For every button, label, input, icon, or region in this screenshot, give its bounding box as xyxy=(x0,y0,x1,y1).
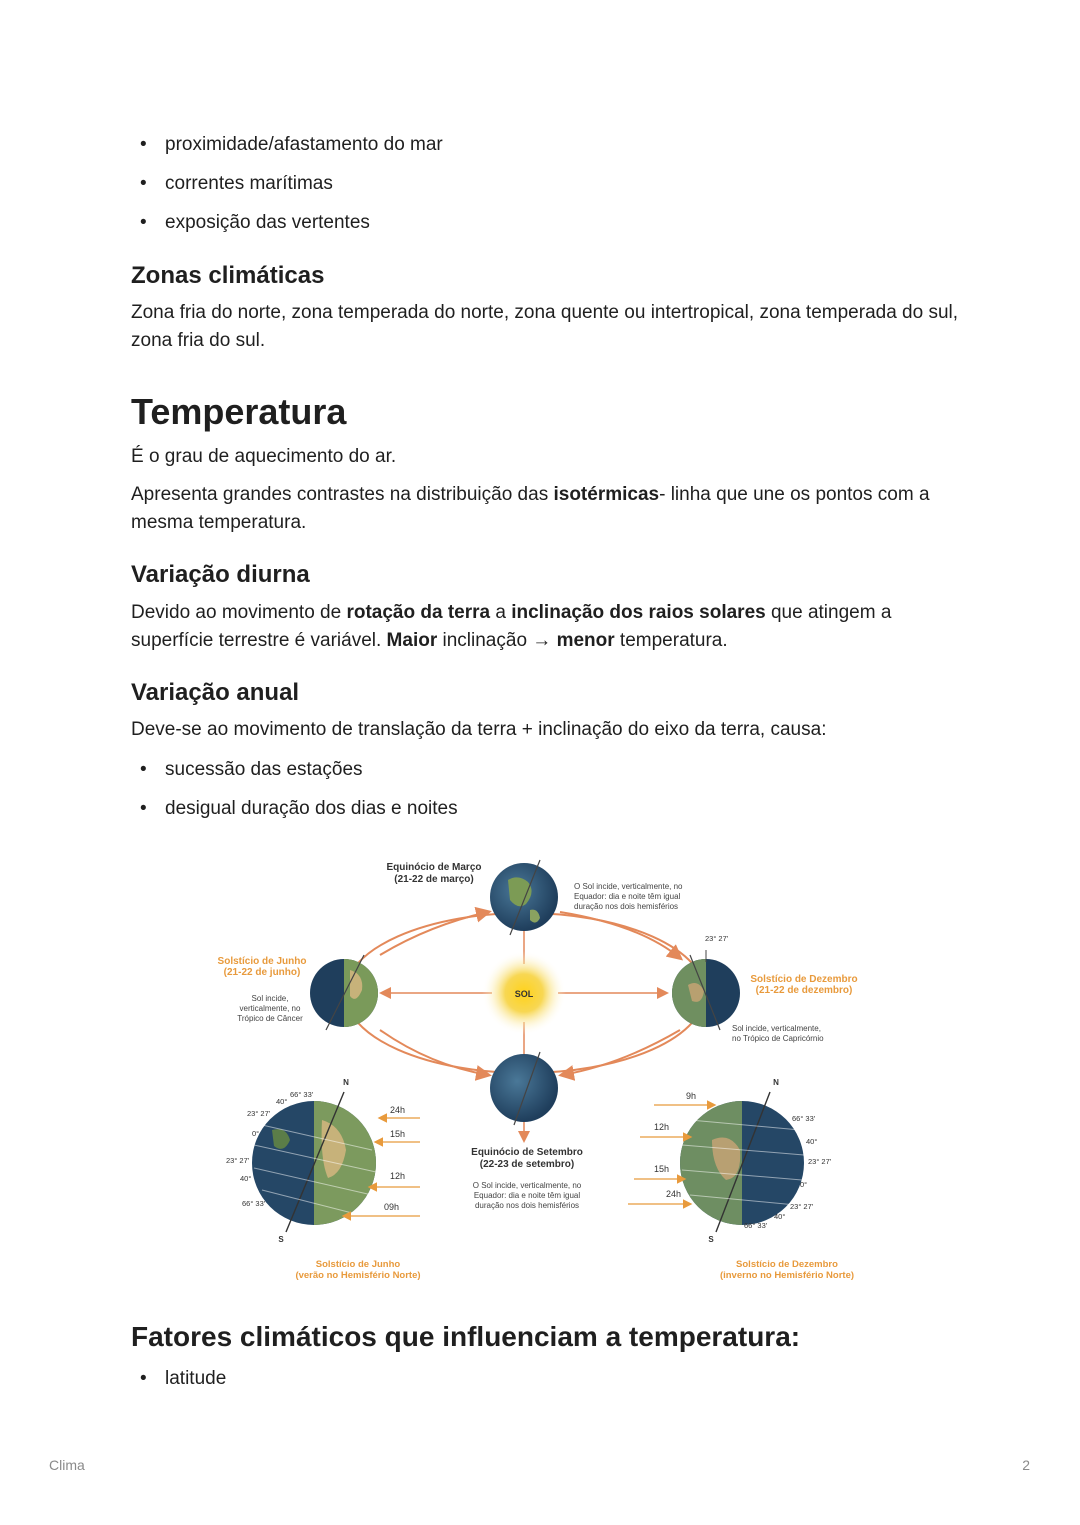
text-span: - linha que une os pontos com a mesma temperatura. xyxy=(131,484,930,533)
june-title: Solstício de Junho xyxy=(217,956,307,967)
zonas-text: Zona fria do norte, zona temperada do norte, zona quente ou intertropical, zona temperada do sul, zona fria do sul. xyxy=(131,302,959,351)
latitude-label: 66° 33' xyxy=(744,1221,768,1230)
december-title: Solstício de Dezembro xyxy=(750,974,858,985)
south-label: S xyxy=(708,1235,714,1244)
bold-term: isotérmicas xyxy=(553,484,660,505)
march-note: O Sol incide, verticalmente, no xyxy=(574,882,683,891)
december-note: Sol incide, verticalmente, xyxy=(732,1024,821,1033)
earth-september xyxy=(490,1052,558,1125)
bold-term: inclinação dos raios solares xyxy=(511,602,766,623)
north-label: N xyxy=(343,1078,349,1087)
anual-heading: Variação anual xyxy=(131,679,300,706)
temperatura-definition: É o grau de aquecimento do ar. xyxy=(131,446,397,467)
bold-term: menor xyxy=(556,630,615,651)
influence-list xyxy=(131,125,961,242)
anual-text: Deve-se ao movimento de translação da terra + inclinação do eixo da terra, causa: xyxy=(131,719,827,740)
hours-label: 12h xyxy=(654,1122,670,1132)
june-date: (21-22 de junho) xyxy=(223,967,301,978)
bold-term: Maior xyxy=(386,630,438,651)
sun-label: SOL xyxy=(514,989,534,999)
orbit-arrow xyxy=(380,1030,488,1075)
orbit-arrow xyxy=(560,912,680,958)
march-title: Equinócio de Março xyxy=(386,862,482,873)
hours-label: 24h xyxy=(390,1105,406,1115)
seasons-diagram xyxy=(200,850,880,1290)
list-item: • correntes marítimas xyxy=(131,164,961,203)
december-tilt: 23° 27' xyxy=(705,934,729,943)
hours-label: 09h xyxy=(384,1202,400,1212)
latitude-label: 40° xyxy=(806,1137,818,1146)
text-span: Devido ao movimento de xyxy=(131,602,347,623)
september-date: (22-23 de setembro) xyxy=(479,1159,575,1170)
latitude-label: 23° 27' xyxy=(247,1109,271,1118)
footer-section-name: Clima xyxy=(49,1457,85,1473)
fatores-list xyxy=(131,1359,961,1398)
text-span: temperatura. xyxy=(614,630,728,651)
march-note: duração nos dois hemisférios xyxy=(574,902,679,911)
latitude-label: 66° 33' xyxy=(290,1090,314,1099)
december-caption: Solstício de Dezembro xyxy=(736,1259,838,1270)
hours-label: 9h xyxy=(686,1091,697,1101)
december-caption: (inverno no Hemisfério Norte) xyxy=(719,1270,855,1281)
september-note: Equador: dia e noite têm igual xyxy=(473,1191,581,1200)
march-date: (21-22 de março) xyxy=(394,874,474,885)
march-note: Equador: dia e noite têm igual xyxy=(574,892,681,901)
diurna-heading: Variação diurna xyxy=(131,561,310,588)
earth-june xyxy=(310,955,378,1030)
june-note: Sol incide, xyxy=(251,994,289,1003)
hours-label: 24h xyxy=(666,1189,682,1199)
footer-page-number: 2 xyxy=(1022,1457,1030,1473)
orbit-arrow xyxy=(380,912,488,955)
hours-label: 15h xyxy=(654,1164,670,1174)
text-span: inclinação → xyxy=(437,630,557,651)
september-title: Equinócio de Setembro xyxy=(471,1147,583,1158)
text-span: a xyxy=(490,602,512,623)
september-note: O Sol incide, verticalmente, no xyxy=(472,1181,582,1190)
south-label: S xyxy=(278,1235,284,1244)
latitude-label: 66° 33' xyxy=(792,1114,816,1123)
december-note: no Trópico de Capricórnio xyxy=(732,1034,824,1043)
september-note: duração nos dois hemisférios xyxy=(474,1201,580,1210)
earth-december xyxy=(672,950,740,1030)
fatores-heading: Fatores climáticos que influenciam a temperatura: xyxy=(131,1321,801,1352)
latitude-label: 40° xyxy=(774,1212,786,1221)
bold-term: rotação da terra xyxy=(346,602,491,623)
text-span: que atingem a superfície terrestre é variável. xyxy=(131,602,892,651)
diurna-text xyxy=(131,599,961,655)
north-label: N xyxy=(773,1078,779,1087)
temperatura-isotermicas xyxy=(131,481,961,537)
hours-label: 12h xyxy=(390,1171,406,1181)
december-date: (21-22 de dezembro) xyxy=(755,985,853,996)
hours-label: 15h xyxy=(390,1129,406,1139)
text-span: Apresenta grandes contrastes na distribuição das xyxy=(131,484,554,505)
list-item: • sucessão das estações xyxy=(131,750,961,789)
latitude-label: 0° xyxy=(252,1129,260,1138)
zonas-heading: Zonas climáticas xyxy=(131,262,325,289)
anual-list xyxy=(131,750,961,828)
temperatura-heading: Temperatura xyxy=(131,391,347,432)
june-note: Trópico de Câncer xyxy=(237,1014,303,1023)
list-item: • desigual duração dos dias e noites xyxy=(131,789,961,828)
june-caption: (verão no Hemisfério Norte) xyxy=(295,1270,421,1281)
list-item: • proximidade/afastamento do mar xyxy=(131,125,961,164)
latitude-label: 66° 33' xyxy=(242,1199,266,1208)
latitude-label: 40° xyxy=(276,1097,288,1106)
june-caption: Solstício de Junho xyxy=(315,1259,401,1270)
globe-december xyxy=(680,1092,804,1232)
earth-march xyxy=(490,860,558,935)
latitude-label: 23° 27' xyxy=(226,1156,250,1165)
latitude-label: 23° 27' xyxy=(808,1157,832,1166)
june-note: verticalmente, no xyxy=(239,1004,301,1013)
latitude-label: 40° xyxy=(240,1174,252,1183)
list-item: • exposição das vertentes xyxy=(131,203,961,242)
list-item: • latitude xyxy=(131,1359,961,1398)
latitude-label: 0° xyxy=(800,1180,808,1189)
latitude-label: 23° 27' xyxy=(790,1202,814,1211)
globe-june xyxy=(252,1092,376,1232)
